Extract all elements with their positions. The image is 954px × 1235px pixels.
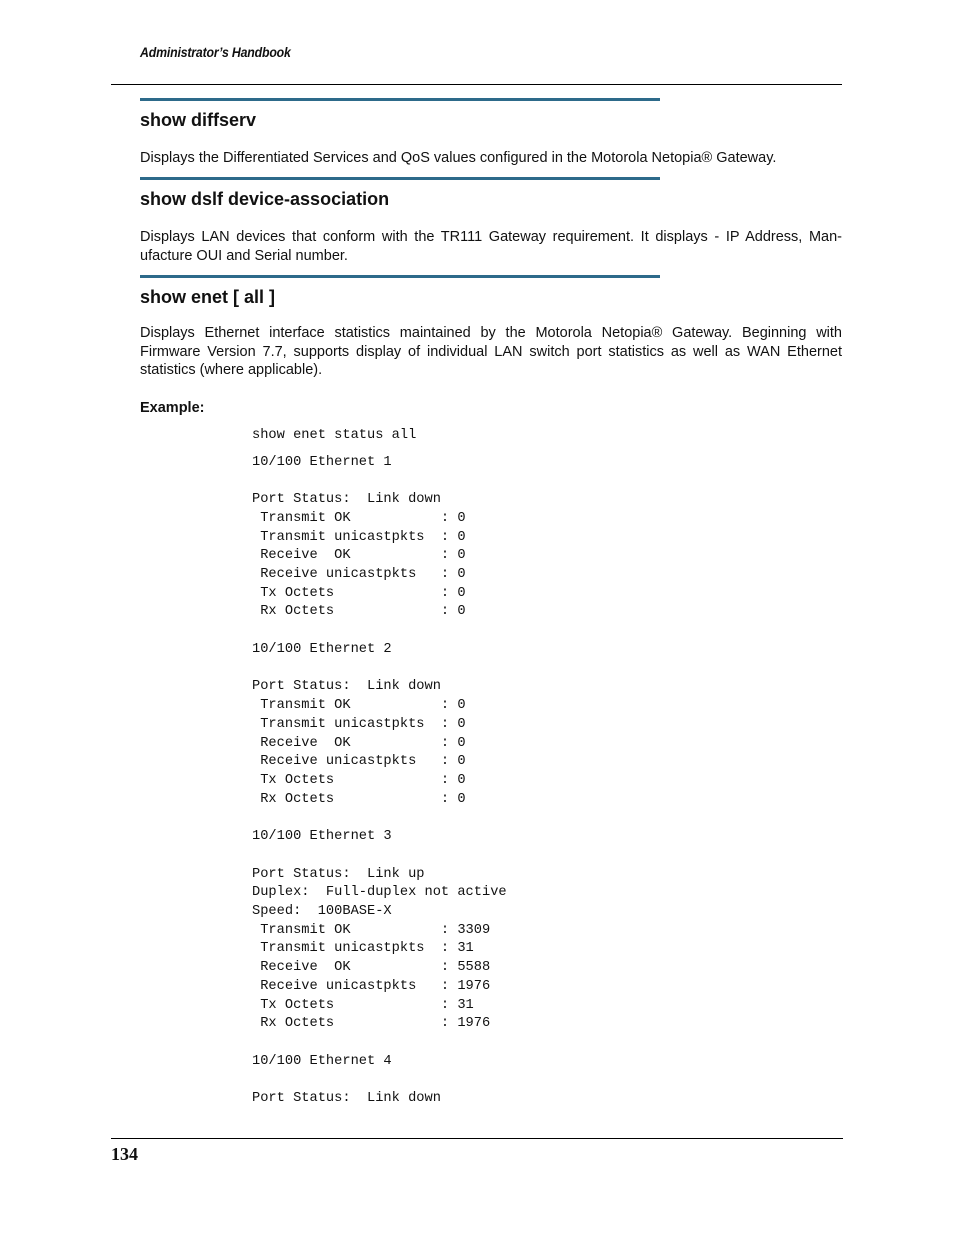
footer-divider — [111, 1138, 843, 1139]
section-heading: show enet [ all ] — [140, 287, 276, 307]
section-description: Displays Ethernet interface statistics maintained by the Motorola Netopia® Gateway. Beginning with Firmware Version 7.7, supports display of individual LAN switch port statistics as well as WAN Ethernet statistics (where applicable). — [140, 325, 842, 379]
section-heading: show dslf device-association — [140, 189, 390, 209]
page-number: 134 — [111, 1144, 138, 1164]
section-show-enet-all — [140, 275, 842, 380]
section-show-diffserv — [140, 98, 842, 168]
header-divider — [111, 84, 842, 85]
section-rule — [140, 98, 660, 101]
section-show-dslf-device-association — [140, 177, 842, 265]
section-rule — [140, 275, 660, 278]
example-code-block — [252, 427, 507, 1109]
example-label: Example: — [140, 400, 205, 416]
section-description: Displays the Differentiated Services and QoS values configured in the Motorola Netopia® Gateway. — [140, 150, 777, 166]
section-heading: show diffserv — [140, 110, 257, 130]
example-command: show enet status all — [252, 428, 417, 443]
section-description: Displays LAN devices that conform with the TR111 Gateway requirement. It displays - IP Address, Man-ufacture OUI and Serial number. — [140, 229, 842, 264]
running-header-title: Administrator’s Handbook — [140, 44, 291, 60]
section-rule — [140, 177, 660, 180]
example-command-output: 10/100 Ethernet 1 Port Status: Link down Transmit OK : 0 Transmit unicastpkts : 0 Receive OK : 0 Receive unicastpkts : 0 Tx Octets : 0 Rx Octets : 0 10/100 Ethernet 2 Port Status: Link down Transmit OK : 0 Transmit unicastpkts : 0 Receive OK : 0 Receive unicastpkts : 0 Tx Octets : 0 Rx Octets : 0 10/100 Ethernet 3 Port Status: Link up Duplex: Full-duplex not active Speed: 100BASE-X Transmit OK : 3309 Transmit unicastpkts : 31 Receive OK : 5588 Receive unicastpkts : 1976 Tx Octets : 31 Rx Octets : 1976 10/100 Ethernet 4 Port Status: Link down — [252, 454, 507, 1107]
